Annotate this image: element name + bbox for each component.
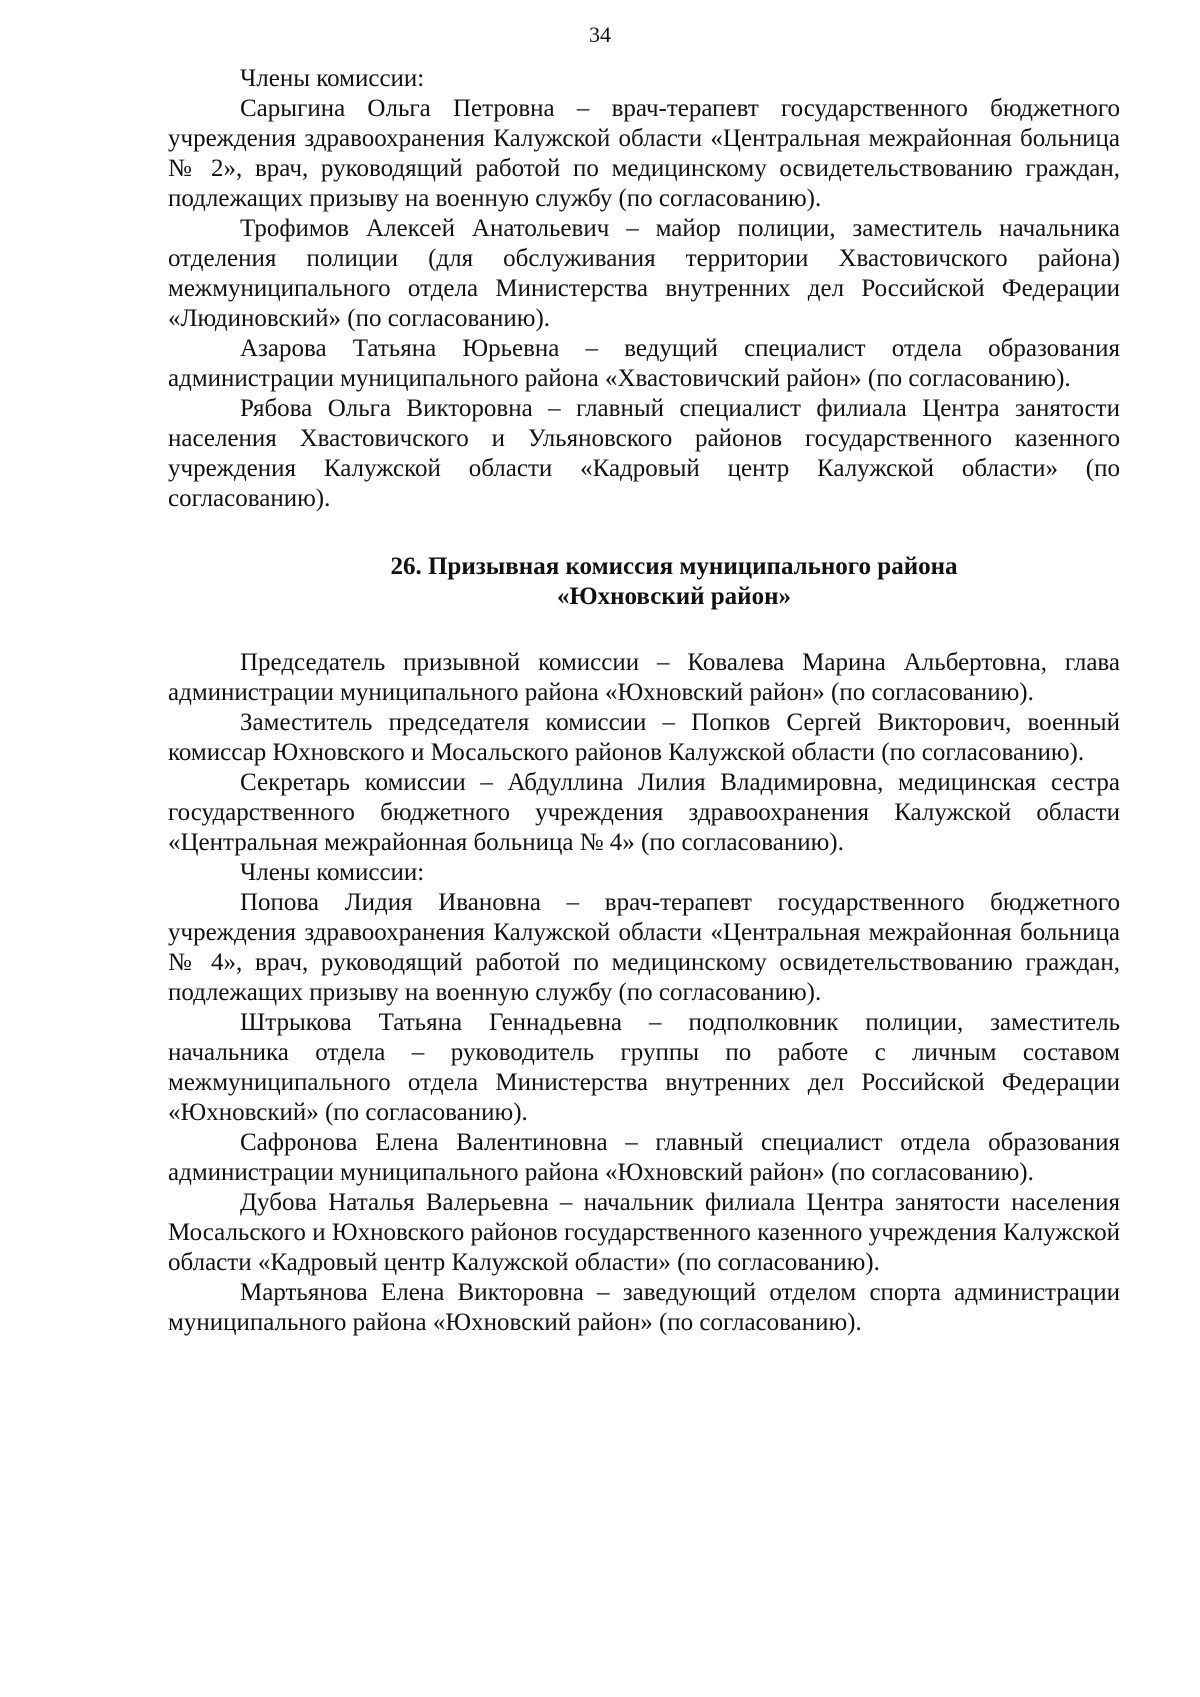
member-paragraph: Трофимов Алексей Анатольевич – майор полиции, заместитель начальника отделения полиции (для обслуживания территории Хвастовичского района) межмуниципального отдела Министерства внутренних дел Российской Федерации «Людиновский» (по согласованию). — [168, 215, 1120, 332]
member-paragraph: Заместитель председателя комиссии – Попков Сергей Викторович, военный комиссар Юхновского и Мосальского районов Калужской области (по согласованию). — [168, 709, 1120, 766]
member-paragraph: Мартьянова Елена Викторовна – заведующий отделом спорта администрации муниципального района «Юхновский район» (по согласованию). — [168, 1279, 1120, 1336]
member-paragraph: Дубова Наталья Валерьевна – начальник филиала Центра занятости населения Мосальского и Юхновского районов государственного казенного учреждения Калужской области «Кадровый центр Калужской области» (по согласованию). — [168, 1189, 1120, 1276]
page-number: 34 — [589, 22, 611, 47]
section-heading-line-1: 26. Призывная комиссия муниципального района — [390, 553, 958, 580]
members-label: Члены комиссии: — [240, 859, 425, 886]
commission-composition-block — [168, 648, 1120, 1338]
member-paragraph: Председатель призывной комиссии – Ковалева Марина Альбертовна, глава администрации муниципального района «Юхновский район» (по согласованию). — [168, 649, 1120, 706]
member-paragraph: Азарова Татьяна Юрьевна – ведущий специалист отдела образования администрации муниципального района «Хвастовичский район» (по согласованию). — [168, 335, 1120, 392]
section-heading — [168, 552, 1120, 612]
member-paragraph: Попова Лидия Ивановна – врач-терапевт государственного бюджетного учреждения здравоохранения Калужской области «Центральная межрайонная больница № 4», врач, руководящий работой по медицинскому освидетельствованию граждан, подлежащих призыву на военную службу (по согласованию). — [168, 889, 1120, 1006]
members-label: Члены комиссии: — [240, 65, 425, 92]
member-paragraph: Рябова Ольга Викторовна – главный специалист филиала Центра занятости населения Хвастовичского и Ульяновского районов государственного казенного учреждения Калужской области «Кадровый центр Калужской области» (по согласованию). — [168, 395, 1120, 512]
commission-members-block — [168, 64, 1120, 514]
member-paragraph: Сафронова Елена Валентиновна – главный специалист отдела образования администрации муниципального района «Юхновский район» (по согласованию). — [168, 1129, 1120, 1186]
member-paragraph: Секретарь комиссии – Абдуллина Лилия Владимировна, медицинская сестра государственного бюджетного учреждения здравоохранения Калужской области «Центральная межрайонная больница № 4» (по согласованию). — [168, 769, 1120, 856]
section-heading-line-2: «Юхновский район» — [556, 583, 791, 610]
member-paragraph: Штрыкова Татьяна Геннадьевна – подполковник полиции, заместитель начальника отдела – руководитель группы по работе с личным составом межмуниципального отдела Министерства внутренних дел Российской Федерации «Юхновский» (по согласованию). — [168, 1009, 1120, 1126]
member-paragraph: Сарыгина Ольга Петровна – врач-терапевт государственного бюджетного учреждения здравоохранения Калужской области «Центральная межрайонная больница № 2», врач, руководящий работой по медицинскому освидетельствованию граждан, подлежащих призыву на военную службу (по согласованию). — [168, 95, 1120, 212]
document-body — [168, 64, 1120, 1338]
